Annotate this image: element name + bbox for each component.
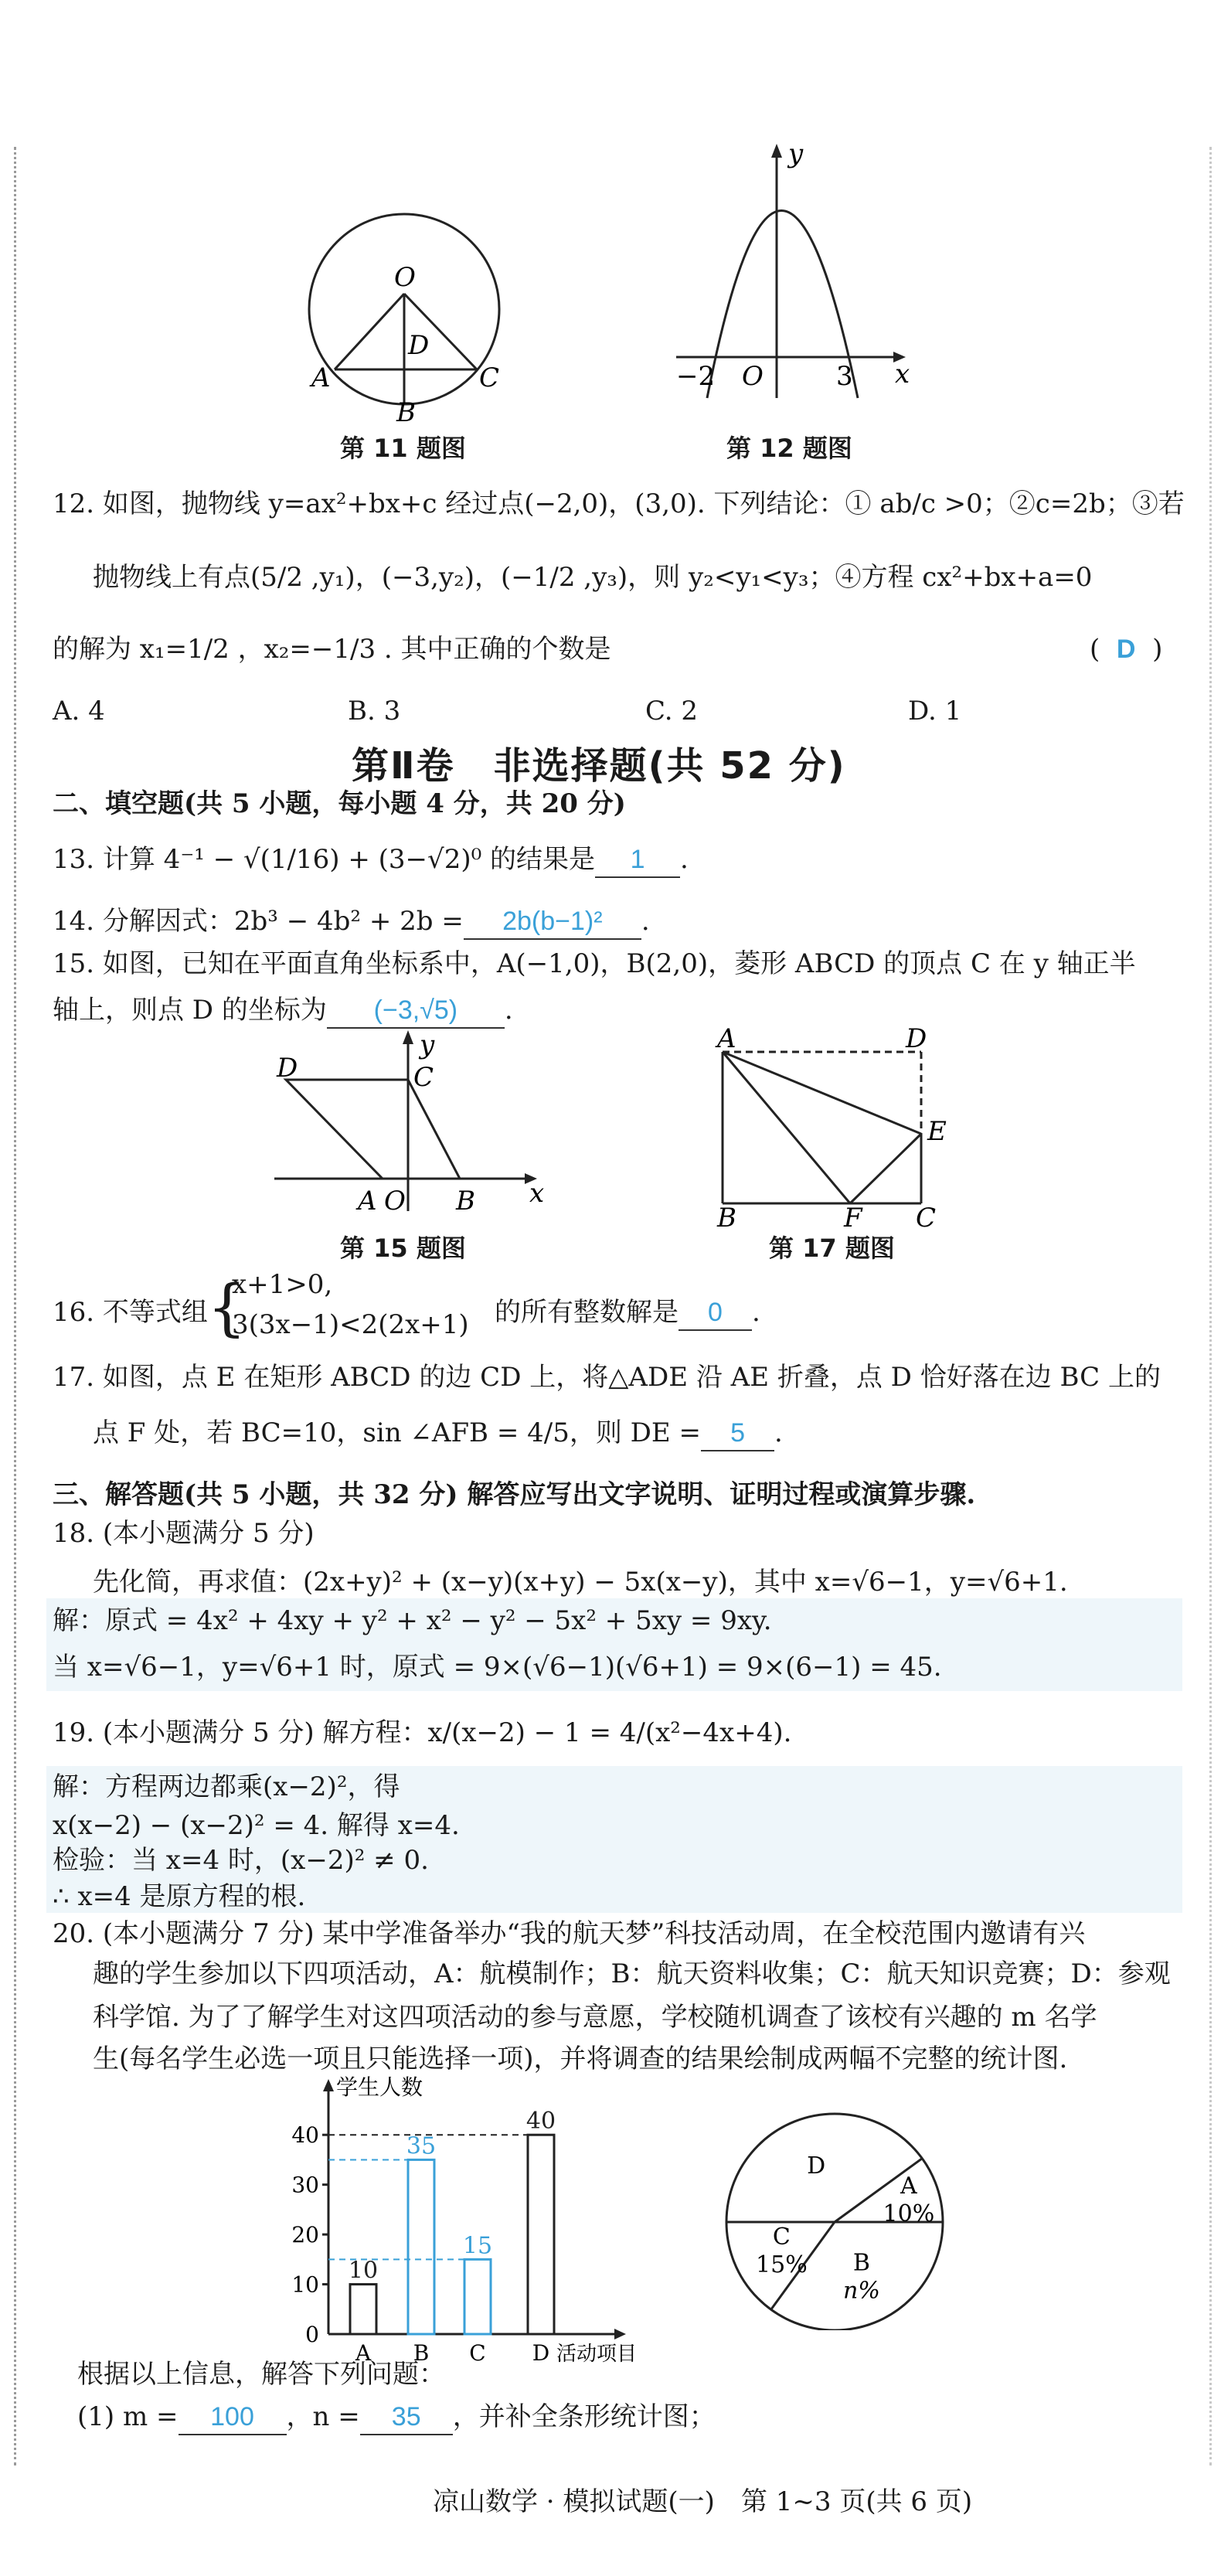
fig17-label-e: E <box>927 1116 947 1147</box>
q12-answer: D <box>1116 635 1136 664</box>
bar-y-tick-label: 0 <box>305 2322 319 2347</box>
q19-solution-line2: x(x−2) − (x−2)² = 4. 解得 x=4. <box>53 1810 460 1841</box>
fig15-label-o: O <box>384 1186 406 1213</box>
q20-n-answer: 35 <box>360 2400 453 2435</box>
q20-sub1-suffix: ，并补全条形统计图； <box>452 2401 716 2432</box>
bar-category-label: A <box>355 2340 372 2365</box>
q12-answer-bracket: ( D ) <box>1090 634 1163 665</box>
figure-12 <box>665 139 920 402</box>
figure-15-caption: 第 15 题图 <box>340 1234 466 1263</box>
q12-option-d: D. 1 <box>908 696 962 727</box>
fig15-label-d: D <box>277 1053 298 1084</box>
q14-answer: 2b(b−1)² <box>464 904 641 940</box>
pie-slice-B-label: B <box>852 2249 870 2277</box>
fig17-label-c: C <box>916 1203 937 1229</box>
bar-y-tick-label: 20 <box>291 2222 319 2248</box>
bar-x-label: 活动项目 <box>556 2343 638 2365</box>
q15-line1: 15. 如图，已知在平面直角坐标系中，A(−1,0)，B(2,0)，菱形 ABCD 的顶点 C 在 y 轴正半 <box>53 948 1136 979</box>
fig15-label-a: A <box>358 1186 377 1213</box>
bar-category-label: D <box>532 2340 550 2365</box>
fig15-label-y: y <box>420 1029 435 1060</box>
pie-slice-B-value: n% <box>843 2277 880 2305</box>
fig15-label-x: x <box>529 1178 545 1209</box>
fig11-label-b: B <box>396 397 416 421</box>
pie-slice-C-label: C <box>772 2223 791 2251</box>
q14-question: 14. 分解因式：2b³ − 4b² + 2b = <box>53 906 464 937</box>
bar-value-label: 35 <box>406 2132 437 2160</box>
q13-text: 13. 计算 4⁻¹ − √(1/16) + (3−√2)⁰ 的结果是 1 . <box>53 842 689 878</box>
bar-y-tick-label: 40 <box>291 2122 319 2149</box>
q16-brace: { <box>207 1271 247 1343</box>
fig11-label-d: D <box>408 330 430 361</box>
q19-solution-line3: 检验：当 x=4 时，(x−2)² ≠ 0. <box>53 1845 429 1876</box>
figure-17-caption: 第 17 题图 <box>769 1234 895 1263</box>
q20-line4: 生(每名学生必选一项且只能选择一项)，并将调查的结果绘制成两幅不完整的统计图. <box>93 2043 1068 2074</box>
figure-11-drawing <box>305 197 518 421</box>
fill-in-heading: 二、填空题(共 5 小题，每小题 4 分，共 20 分) <box>53 788 626 819</box>
solve-heading: 三、解答题(共 5 小题，共 32 分) 解答应写出文字说明、证明过程或演算步骤. <box>53 1479 976 1510</box>
q16-suffix-wrap: 的所有整数解是 0 . <box>495 1295 760 1331</box>
q19-title: 19. (本小题满分 5 分) 解方程：x/(x−2) − 1 = 4/(x²−4x+4). <box>53 1717 792 1748</box>
bar-value-label: 15 <box>462 2232 493 2260</box>
page-footer: 凉山数学 · 模拟试题(一) 第 1~3 页(共 6 页) <box>433 2486 973 2517</box>
q20-line2: 趣的学生参加以下四项活动，A：航模制作；B：航天资料收集；C：航天知识竞赛；D：参观 <box>93 1958 1171 1989</box>
figure-17-drawing <box>703 1024 954 1229</box>
figure-12-caption: 第 12 题图 <box>726 434 852 463</box>
q19-solution-line1: 解：方程两边都乘(x−2)²，得 <box>53 1771 400 1802</box>
fig12-label-x: x <box>895 359 910 390</box>
q18-solution-line2: 当 x=√6−1，y=√6+1 时，原式 = 9×(√6−1)(√6+1) = 9×(6−1) = 45. <box>53 1652 942 1683</box>
pie-slice-D-label: D <box>807 2152 826 2180</box>
q16-ineq2: 3(3x−1)<2(2x+1) <box>232 1309 469 1340</box>
q12-option-b: B. 3 <box>348 696 401 727</box>
q16-suffix: 的所有整数解是 <box>495 1297 679 1328</box>
fig15-label-c: C <box>413 1062 434 1093</box>
q20-line1: 20. (本小题满分 7 分) 某中学准备举办“我的航天梦”科技活动周，在全校范围内邀请有兴 <box>53 1918 1086 1949</box>
figure-15 <box>267 1024 560 1213</box>
fig11-label-a: A <box>311 362 331 393</box>
bar-x-arrow <box>614 2329 626 2339</box>
fig11-label-o: O <box>394 262 416 293</box>
pie-slice-C-value: 15% <box>756 2251 808 2278</box>
q16-ineq1: x+1>0, <box>232 1269 333 1300</box>
q12-line1: 12. 如图，抛物线 y=ax²+bx+c 经过点(−2,0)，(3,0). 下列结论：① ab/c >0；②c=2b；③若 <box>53 488 1185 519</box>
fig12-label-o: O <box>742 361 764 392</box>
q18-line1: 先化简，再求值：(2x+y)² + (x−y)(x+y) − 5x(x−y)，其中 x=√6−1，y=√6+1. <box>93 1567 1068 1598</box>
bar-value-label: 40 <box>525 2108 556 2135</box>
pie-slice-A-value: 10% <box>883 2200 935 2227</box>
q12-line2: 抛物线上有点(5/2 ,y₁)，(−3,y₂)，(−1/2 ,y₃)，则 y₂<y₁<y₃；④方程 cx²+bx+a=0 <box>93 562 1093 593</box>
q20-sub1 <box>77 2400 716 2435</box>
q17-answer: 5 <box>701 1416 774 1451</box>
q15-line2-wrap: 轴上，则点 D 的坐标为 (−3,√5) . <box>53 993 513 1029</box>
bar-D <box>528 2135 554 2334</box>
q17-line2-wrap: 点 F 处，若 BC=10，sin ∠AFB = 4/5，则 DE = 5 . <box>93 1416 783 1451</box>
binding-margin-left <box>14 147 16 2465</box>
q18-title: 18. (本小题满分 5 分) <box>53 1518 315 1549</box>
q18-solution-line1: 解：原式 = 4x² + 4xy + y² + x² − y² − 5x² + 5xy = 9xy. <box>53 1605 772 1636</box>
pie-slice-A-label: A <box>900 2172 917 2200</box>
pie-chart-svg <box>711 2106 974 2330</box>
bar-A <box>350 2285 376 2334</box>
q20-sub1-prefix: (1) m = <box>77 2401 179 2432</box>
q20-sub1-mid: ，n = <box>286 2401 360 2432</box>
section-2-title: 第Ⅱ卷 非选择题(共 52 分) <box>352 744 846 788</box>
q20-m-answer: 100 <box>179 2400 287 2435</box>
q16-prefix: 16. 不等式组 <box>53 1297 208 1328</box>
q16-answer: 0 <box>679 1295 752 1331</box>
fig12-label-3: 3 <box>836 361 853 392</box>
bar-y-label: 学生人数 <box>336 2074 423 2100</box>
q14-text: 14. 分解因式：2b³ − 4b² + 2b = 2b(b−1)² . <box>53 904 650 940</box>
bar-y-arrow <box>323 2079 334 2091</box>
figure-11-caption: 第 11 题图 <box>340 434 466 463</box>
bar-B <box>408 2159 434 2334</box>
fig17-label-a: A <box>717 1024 736 1054</box>
fig15-label-b: B <box>456 1186 475 1213</box>
bar-category-label: B <box>413 2340 430 2365</box>
fig17-label-d: D <box>906 1024 927 1054</box>
q12-option-c: C. 2 <box>645 696 699 727</box>
q17-line2: 点 F 处，若 BC=10，sin ∠AFB = 4/5，则 DE = <box>93 1417 702 1448</box>
q20-line3: 科学馆. 为了了解学生对这四项活动的参与意愿，学校随机调查了该校有兴趣的 m 名学 <box>93 2002 1097 2033</box>
figure-15-drawing <box>267 1024 560 1213</box>
q13-answer: 1 <box>595 842 680 878</box>
q12-option-a: A. 4 <box>53 696 105 727</box>
q13-question: 13. 计算 4⁻¹ − √(1/16) + (3−√2)⁰ 的结果是 <box>53 844 596 875</box>
figure-11 <box>305 197 518 421</box>
fig17-label-f: F <box>844 1203 862 1229</box>
bar-y-tick-label: 10 <box>291 2271 319 2298</box>
q17-line1: 17. 如图，点 E 在矩形 ABCD 的边 CD 上，将△ADE 沿 AE 折叠，点 D 恰好落在边 BC 上的 <box>53 1362 1161 1393</box>
figure-17 <box>703 1024 954 1229</box>
bar-category-label: C <box>469 2340 486 2365</box>
q12-line3: 的解为 x₁=1/2 ，x₂=−1/3 . 其中正确的个数是 <box>53 634 611 665</box>
q15-line2: 轴上，则点 D 的坐标为 <box>53 995 327 1026</box>
q15-answer: (−3,√5) <box>327 993 505 1029</box>
fig17-label-b: B <box>717 1203 736 1229</box>
fig12-label-neg2: −2 <box>676 361 716 392</box>
bar-y-tick-label: 30 <box>291 2172 319 2198</box>
fig12-label-y: y <box>788 139 804 169</box>
q20-after: 根据以上信息，解答下列问题： <box>77 2359 445 2390</box>
bar-chart <box>286 2071 657 2365</box>
fig11-label-c: C <box>479 362 500 393</box>
pie-chart <box>711 2106 974 2330</box>
bar-C <box>464 2259 491 2334</box>
figure-12-drawing <box>665 139 920 402</box>
binding-margin-right <box>1209 147 1212 2465</box>
bar-chart-svg <box>286 2071 657 2365</box>
q19-solution-line4: ∴ x=4 是原方程的根. <box>53 1881 306 1912</box>
bar-value-label: 10 <box>348 2257 379 2285</box>
